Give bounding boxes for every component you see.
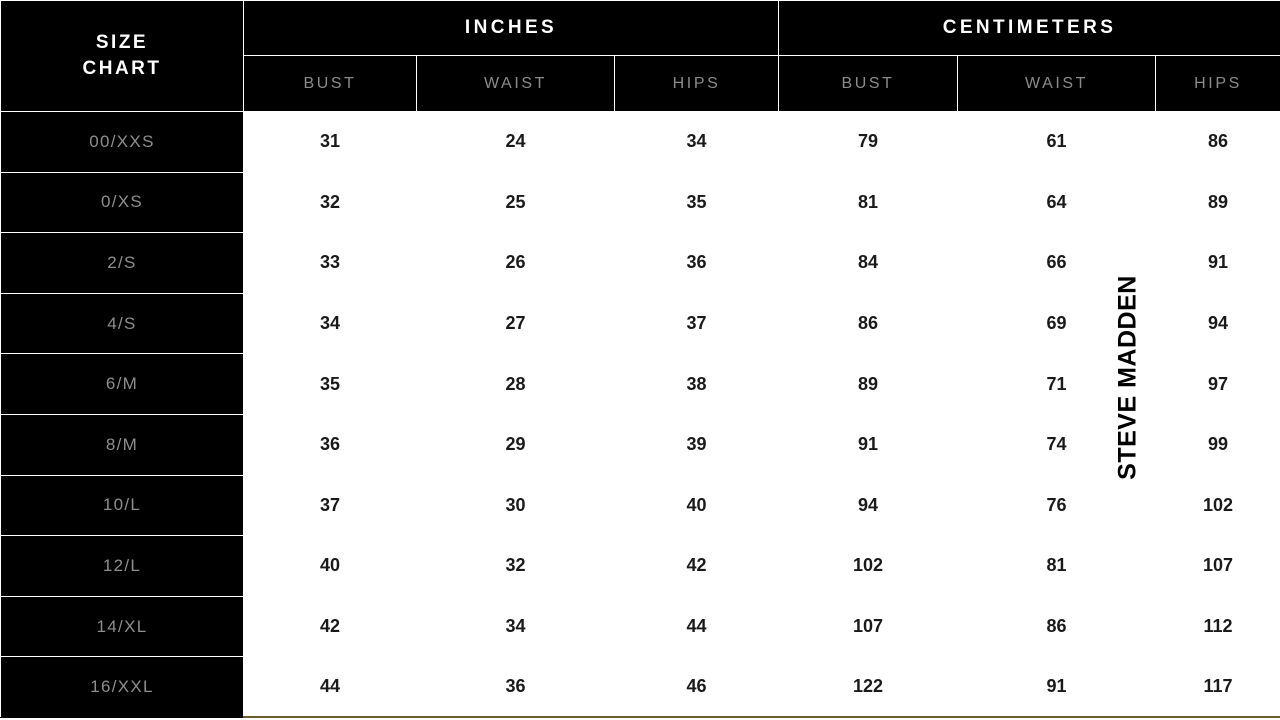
- table-row: [1, 293, 1280, 354]
- measure-head-inches-waist: WAIST: [417, 56, 615, 112]
- cell-value: 40: [615, 475, 779, 536]
- cell-value: 76: [958, 475, 1156, 536]
- size-label: 4/S: [1, 293, 244, 354]
- cell-value: 86: [779, 293, 958, 354]
- cell-value: 24: [417, 112, 615, 173]
- cell-value: 35: [244, 354, 417, 415]
- cell-value: 122: [779, 657, 958, 718]
- size-label: 00/XXS: [1, 112, 244, 173]
- table-row: [1, 233, 1280, 294]
- cell-value: 91: [779, 414, 958, 475]
- measure-head-cm-waist: WAIST: [958, 56, 1156, 112]
- table-row: [1, 354, 1280, 415]
- brand-watermark-label: STEVE MADDEN: [1113, 275, 1142, 480]
- table-header: [1, 1, 1280, 112]
- cell-value: 46: [615, 657, 779, 718]
- size-label: 16/XXL: [1, 657, 244, 718]
- unit-group-inches: INCHES: [244, 1, 779, 56]
- cell-value: 91: [1156, 233, 1280, 294]
- cell-value: 26: [417, 233, 615, 294]
- cell-value: 39: [615, 414, 779, 475]
- cell-value: 40: [244, 536, 417, 597]
- table-row: [1, 536, 1280, 597]
- cell-value: 37: [615, 293, 779, 354]
- cell-value: 89: [1156, 172, 1280, 233]
- cell-value: 99: [1156, 414, 1280, 475]
- cell-value: 37: [244, 475, 417, 536]
- size-label: 2/S: [1, 233, 244, 294]
- cell-value: 94: [779, 475, 958, 536]
- cell-value: 36: [417, 657, 615, 718]
- cell-value: 42: [615, 536, 779, 597]
- table-row: [1, 112, 1280, 173]
- cell-value: 89: [779, 354, 958, 415]
- cell-value: 117: [1156, 657, 1280, 718]
- cell-value: 81: [779, 172, 958, 233]
- cell-value: 36: [615, 233, 779, 294]
- size-label: 12/L: [1, 536, 244, 597]
- cell-value: 107: [779, 596, 958, 657]
- cell-value: 102: [1156, 475, 1280, 536]
- cell-value: 86: [958, 596, 1156, 657]
- cell-value: 34: [244, 293, 417, 354]
- cell-value: 29: [417, 414, 615, 475]
- cell-value: 28: [417, 354, 615, 415]
- cell-value: 74: [958, 414, 1156, 475]
- size-label: 6/M: [1, 354, 244, 415]
- cell-value: 86: [1156, 112, 1280, 173]
- size-label: 14/XL: [1, 596, 244, 657]
- cell-value: 112: [1156, 596, 1280, 657]
- cell-value: 84: [779, 233, 958, 294]
- cell-value: 64: [958, 172, 1156, 233]
- cell-value: 42: [244, 596, 417, 657]
- table-row: [1, 475, 1280, 536]
- cell-value: 33: [244, 233, 417, 294]
- size-label: 10/L: [1, 475, 244, 536]
- cell-value: 44: [244, 657, 417, 718]
- cell-value: 91: [958, 657, 1156, 718]
- measure-head-inches-bust: BUST: [244, 56, 417, 112]
- cell-value: 34: [417, 596, 615, 657]
- table-row: [1, 657, 1280, 718]
- cell-value: 81: [958, 536, 1156, 597]
- size-label: 0/XS: [1, 172, 244, 233]
- cell-value: 66: [958, 233, 1156, 294]
- cell-value: 61: [958, 112, 1156, 173]
- size-chart-title-line2: CHART: [82, 58, 162, 79]
- cell-value: 107: [1156, 536, 1280, 597]
- cell-value: 71: [958, 354, 1156, 415]
- unit-group-centimeters: CENTIMETERS: [779, 1, 1280, 56]
- table-row: [1, 172, 1280, 233]
- cell-value: 34: [615, 112, 779, 173]
- table-row: [1, 596, 1280, 657]
- size-label: 8/M: [1, 414, 244, 475]
- header-row-groups: [1, 1, 1280, 56]
- cell-value: 97: [1156, 354, 1280, 415]
- cell-value: 94: [1156, 293, 1280, 354]
- table-row: [1, 414, 1280, 475]
- cell-value: 32: [244, 172, 417, 233]
- cell-value: 38: [615, 354, 779, 415]
- cell-value: 35: [615, 172, 779, 233]
- cell-value: 32: [417, 536, 615, 597]
- measure-head-cm-hips: HIPS: [1156, 56, 1280, 112]
- cell-value: 30: [417, 475, 615, 536]
- cell-value: 31: [244, 112, 417, 173]
- cell-value: 69: [958, 293, 1156, 354]
- cell-value: 36: [244, 414, 417, 475]
- measure-head-cm-bust: BUST: [779, 56, 958, 112]
- size-chart-title-line1: SIZE: [95, 32, 149, 54]
- measure-head-inches-hips: HIPS: [615, 56, 779, 112]
- size-chart-title-cell: [1, 1, 244, 112]
- cell-value: 102: [779, 536, 958, 597]
- cell-value: 27: [417, 293, 615, 354]
- cell-value: 25: [417, 172, 615, 233]
- cell-value: 79: [779, 112, 958, 173]
- cell-value: 44: [615, 596, 779, 657]
- table-body: [1, 112, 1280, 718]
